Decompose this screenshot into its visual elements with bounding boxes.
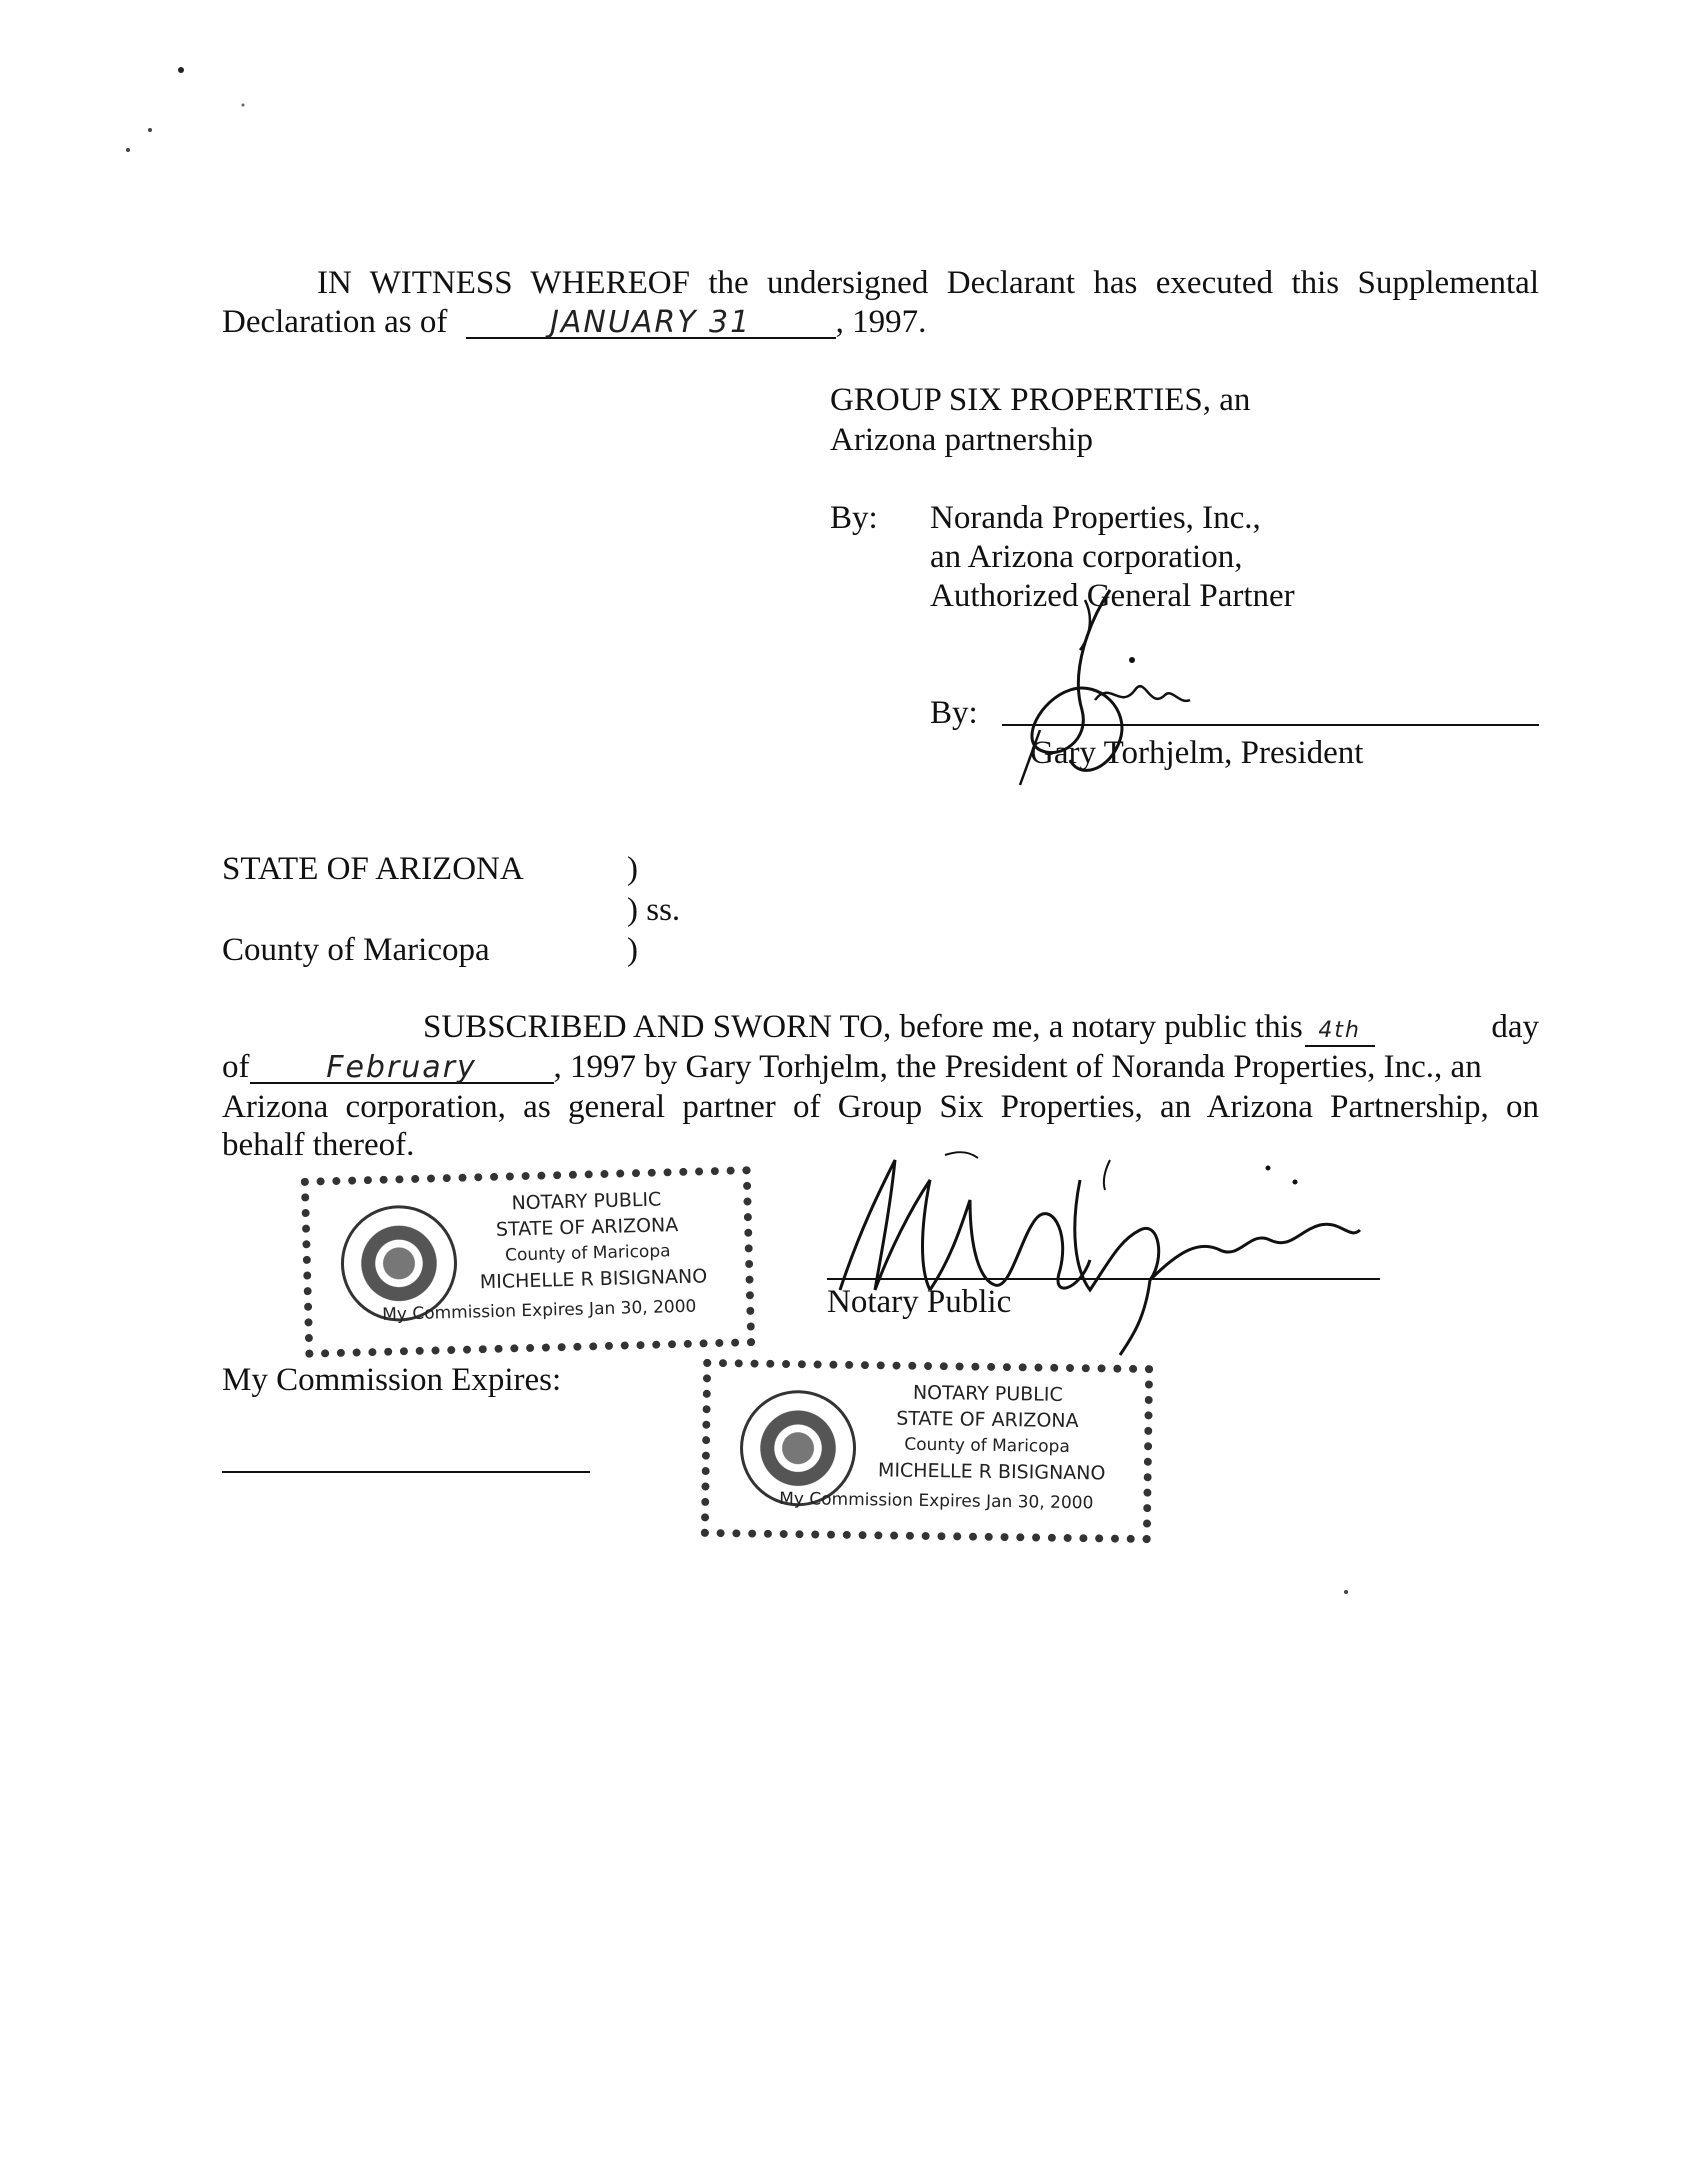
commission-expires-label: My Commission Expires: — [222, 1362, 562, 1398]
partner-line1: Noranda Properties, Inc., — [930, 500, 1261, 536]
jurat-line2 — [222, 1047, 1482, 1087]
venue-paren-3: ) — [627, 932, 638, 968]
year-suffix: , 1997. — [835, 304, 927, 340]
declarant-signature — [1000, 560, 1200, 790]
notary-stamp-2 — [701, 1359, 1153, 1543]
declarant-name-line2: Arizona partnership — [830, 422, 1093, 458]
partner-line2: an Arizona corporation, — [930, 539, 1243, 575]
jurat-text: SUBSCRIBED AND SWORN TO, before me, a notary public this — [423, 1009, 1303, 1045]
month-blank — [250, 1050, 554, 1085]
jurat-line4: behalf thereof. — [222, 1127, 415, 1163]
jurat-of: of — [222, 1049, 250, 1085]
stamp2-line5: My Commission Expires Jan 30, 2000 — [779, 1488, 1094, 1514]
handwritten-month: February — [326, 1050, 477, 1085]
stamp-line3: County of Maricopa — [504, 1241, 671, 1266]
stamp2-line4: MICHELLE R BISIGNANO — [877, 1459, 1106, 1485]
stamp-line5: My Commission Expires Jan 30, 2000 — [381, 1296, 697, 1325]
handwritten-day: 4th — [1318, 1018, 1361, 1043]
jurat-line3: Arizona corporation, as general partner of Group Six Properties, an Arizona Partnership, on — [222, 1089, 1539, 1125]
day-blank — [1305, 1013, 1375, 1047]
handwritten-date: JANUARY 31 — [550, 305, 752, 340]
venue-county: County of Maricopa — [222, 932, 490, 968]
notary-stamp — [301, 1166, 756, 1358]
jurat-line1 — [423, 1007, 1539, 1047]
stamp2-line2: STATE OF ARIZONA — [896, 1407, 1079, 1433]
partner-line3: Authorized General Partner — [930, 578, 1295, 614]
day-word: day — [1491, 1009, 1539, 1045]
notary-public-label: Notary Public — [827, 1284, 1012, 1320]
notary-signature — [820, 1140, 1380, 1360]
signatory-name: Gary Torhjelm, President — [1030, 735, 1364, 771]
stamp-line2: STATE OF ARIZONA — [495, 1214, 679, 1241]
stamp2-line1: NOTARY PUBLIC — [912, 1381, 1063, 1406]
stamp2-line3: County of Maricopa — [904, 1434, 1070, 1457]
declaration-prefix: Declaration as of — [222, 304, 448, 340]
venue-ss: ) ss. — [627, 892, 681, 928]
date-blank — [466, 305, 836, 340]
by-label-2: By: — [930, 695, 978, 731]
declarant-name-line1: GROUP SIX PROPERTIES, an — [830, 382, 1251, 418]
venue-state: STATE OF ARIZONA — [222, 851, 524, 887]
stamp-line4: MICHELLE R BISIGNANO — [479, 1265, 708, 1294]
witness-paragraph: IN WITNESS WHEREOF the undersigned Declarant has executed this Supplemental — [317, 265, 1539, 301]
venue-paren-1: ) — [627, 851, 638, 887]
jurat-line2-rest: , 1997 by Gary Torhjelm, the President of Noranda Properties, Inc., an — [553, 1049, 1482, 1085]
notary-signature-line — [827, 1278, 1380, 1280]
declaration-date-line — [222, 302, 926, 342]
by-label: By: — [830, 500, 878, 536]
stamp-line1: NOTARY PUBLIC — [511, 1188, 662, 1215]
commission-expires-line — [222, 1471, 590, 1473]
